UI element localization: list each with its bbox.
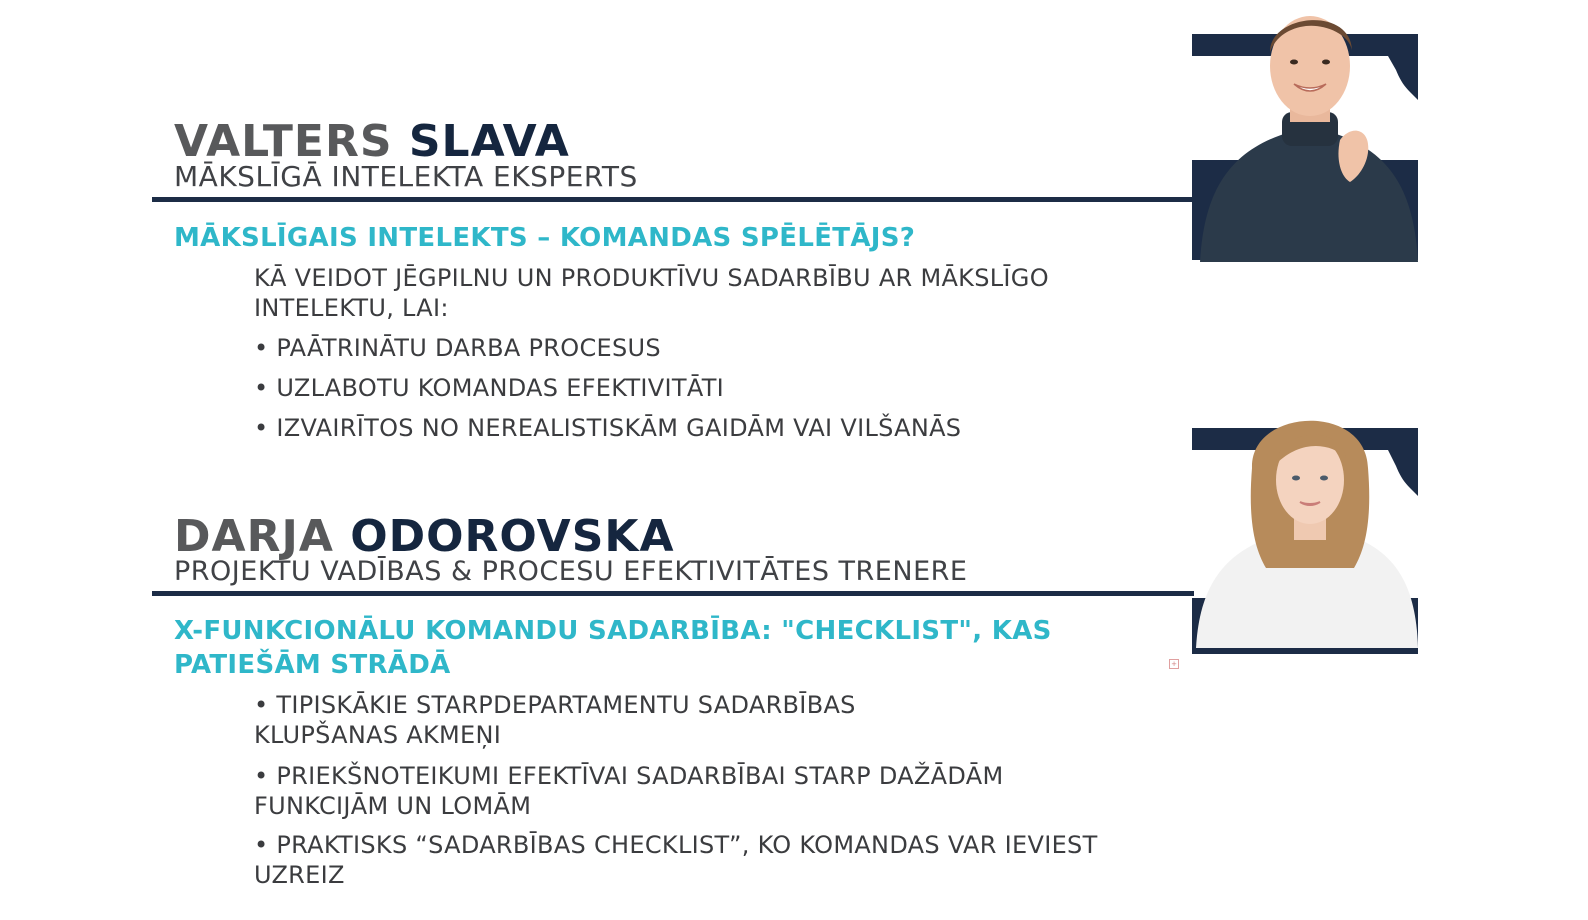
bullet-item: • PRAKTISKS “SADARBĪBAS CHECKLIST”, KO KOMANDAS VAR IEVIEST UZREIZ bbox=[254, 831, 1098, 889]
bullet-item: • UZLABOTU KOMANDAS EFEKTIVITĀTI bbox=[254, 374, 725, 402]
speaker-last-name: ODOROVSKA bbox=[350, 511, 675, 562]
speaker-first-name: DARJA bbox=[174, 511, 334, 562]
bullet-item: • PAĀTRINĀTU DARBA PROCESUS bbox=[254, 334, 661, 362]
speaker-name bbox=[174, 116, 570, 167]
speaker-role: PROJEKTU VADĪBAS & PROCESU EFEKTIVITĀTES TRENERE bbox=[174, 556, 968, 587]
bullet-item: • TIPISKĀKIE STARPDEPARTAMENTU SADARBĪBAS KLUPŠANAS AKMEŅI bbox=[254, 691, 856, 749]
speaker-photo bbox=[1190, 0, 1430, 262]
speaker-role: MĀKSLĪGĀ INTELEKTA EKSPERTS bbox=[174, 160, 638, 193]
divider-line bbox=[152, 197, 1194, 202]
bullet-item: • IZVAIRĪTOS NO NEREALISTISKĀM GAIDĀM VAI VILŠANĀS bbox=[254, 414, 962, 442]
bullet-item: • PRIEKŠNOTEIKUMI EFEKTĪVAI SADARBĪBAI STARP DAŽĀDĀM FUNKCIJĀM UN LOMĀM bbox=[254, 762, 1004, 820]
speaker-first-name: VALTERS bbox=[174, 116, 393, 167]
speaker-name bbox=[174, 511, 675, 562]
talk-intro: KĀ VEIDOT JĒGPILNU UN PRODUKTĪVU SADARBĪBU AR MĀKSLĪGO INTELEKTU, LAI: bbox=[254, 264, 1049, 322]
talk-topic: X-FUNKCIONĀLU KOMANDU SADARBĪBA: "CHECKLIST", KAS PATIEŠĀM STRĀDĀ bbox=[174, 616, 1052, 680]
speaker-photo bbox=[1190, 398, 1430, 656]
speaker-last-name: SLAVA bbox=[408, 116, 570, 167]
small-plus-box-icon: + bbox=[1169, 659, 1179, 669]
divider-line bbox=[152, 591, 1194, 596]
talk-topic: MĀKSLĪGAIS INTELEKTS – KOMANDAS SPĒLĒTĀJS? bbox=[174, 223, 916, 253]
